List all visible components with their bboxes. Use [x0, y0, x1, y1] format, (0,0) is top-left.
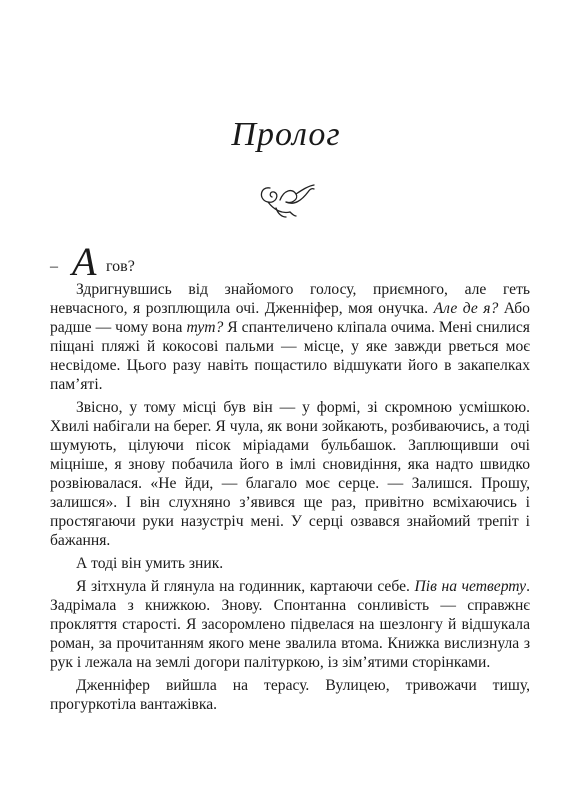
chapter-title: Пролог [231, 116, 341, 153]
paragraph-text: . Задрімала з книжкою. Знову. Спонтанна сонливість — справжнє прокляття старості. Я засоромлено підвелася на шезлонгу й відшукала роман, за прочитанням якого мене звалила втома. Книжка вислизнула з рук і лежала на землі догори палітуркою, із зім’ятими сторінками. [50, 578, 530, 671]
dialogue-dash: – [50, 258, 58, 275]
paragraph-2: Звісно, у тому місці був він — у формі, зі скромною усмішкою. Хвилі набігали на берег. Я чула, як вони зойкають, розбиваючись, а тоді шумують, цілуючи пісок міріадами бульбашок. Заплющивши очі міцніше, я знову побачила його в імлі сновидіння, яка надто швидко розвіювалася. «Не йди, — благало моє серце. — Залишся. Прошу, залишся». І він слухняно з’явився ще раз, привітно всміхаючись і простягаючи руки назустріч мені. У серці озвався знайомий трепіт і бажання. [50, 399, 530, 549]
paragraph-text: Здригнувшись від знайомого голосу, приємного, але геть невчасного, я розплющила очі. Дженніфер, моя онучка. [50, 281, 530, 317]
paragraph-5: Дженніфер вийшла на терасу. Вулицею, тривожачи тишу, прогуркотіла вантажівка. [50, 677, 530, 713]
body-text [50, 280, 530, 714]
italic-text: Пів на четверту [414, 578, 527, 595]
paragraph-text: Я зітхнула й глянула на годинник, картаючи себе. [76, 578, 415, 595]
paragraph-1 [50, 280, 530, 394]
paragraph-text: Або радше — чому вона [50, 300, 530, 336]
italic-text: Але де я? [433, 300, 499, 317]
italic-text: тут? [186, 319, 224, 336]
flourish-ornament-icon [256, 180, 318, 220]
paragraph-4 [50, 577, 530, 672]
paragraph-3: А тоді він умить зник. [76, 555, 224, 572]
drop-cap: А [72, 239, 97, 284]
opening-word: гов? [106, 258, 135, 275]
paragraph-text: Я спантеличено кліпала очима. Мені снилися піщані пляжі й кокосові пальми — місце, у яке завжди рветься моє несвідоме. Цього разу навіть пощастило відшукати його в закапелках пам’яті. [50, 319, 530, 393]
